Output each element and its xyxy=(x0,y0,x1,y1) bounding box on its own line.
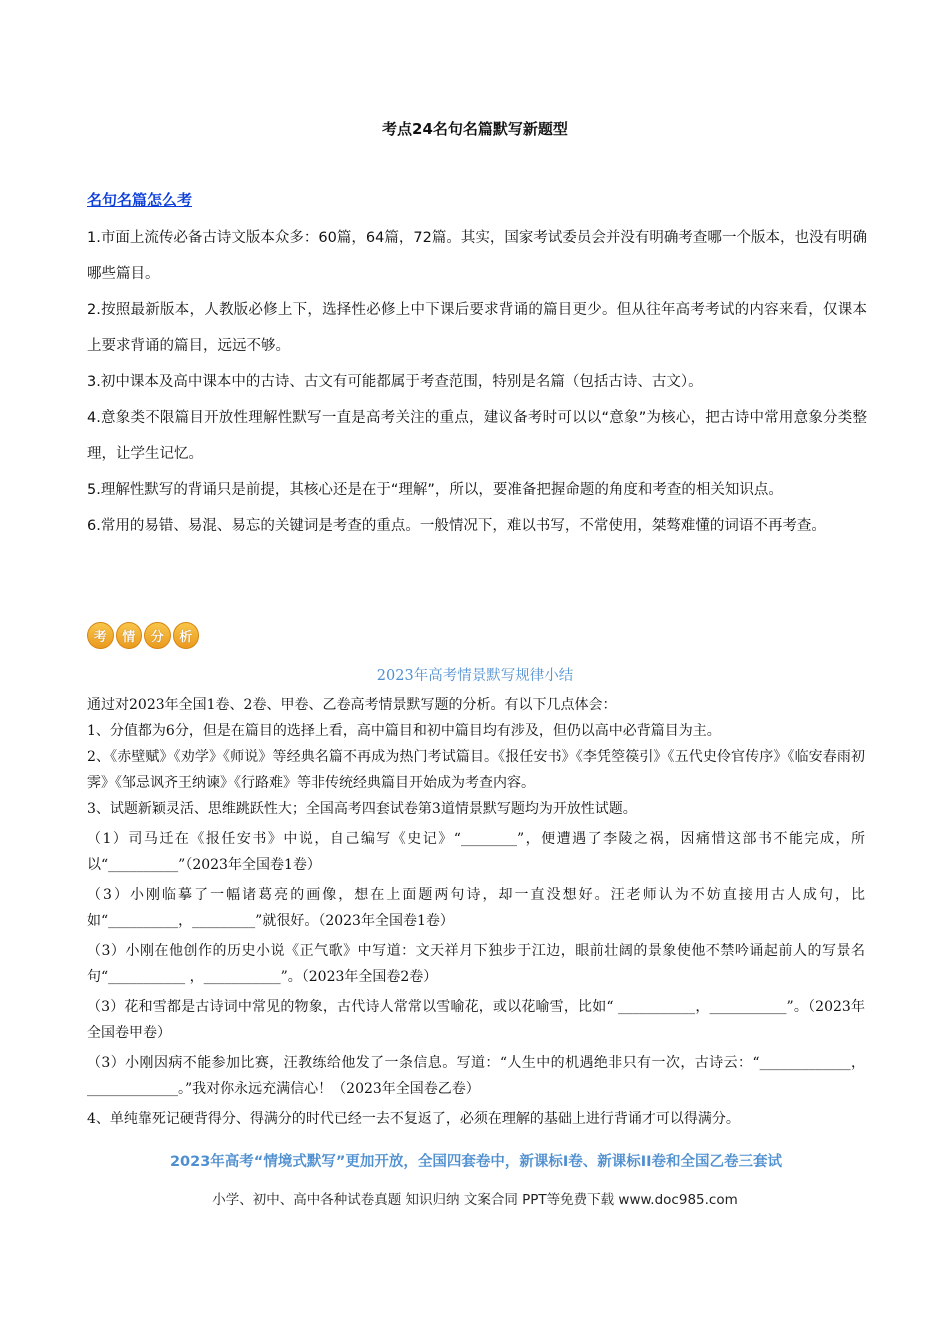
badge-char-4: 析 xyxy=(173,622,200,649)
summary-title: 2023年高考情景默写规律小结 xyxy=(376,668,574,684)
summary-point-1: 1、分值都为6分，但是在篇目的选择上看，高中篇目和初中篇目均有涉及，但仍以高中必背篇目为主。 xyxy=(87,723,721,739)
example-question-4: （3）花和雪都是古诗词中常见的物象，古代诗人常常以雪喻花，或以花喻雪，比如“ ___________，___________”。（2023年全国卷甲卷） xyxy=(87,999,865,1041)
summary-list xyxy=(87,692,865,1132)
summary-intro: 通过对2023年全国1卷、2卷、甲卷、乙卷高考情景默写题的分析。有以下几点体会： xyxy=(87,697,617,713)
exam-point-3: 3.初中课本及高中课本中的古诗、古文有可能都属于考查范围，特别是名篇（包括古诗、古文）。 xyxy=(87,374,703,390)
badge-char-1: 考 xyxy=(87,622,114,649)
example-question-1: （1）司马迁在《报任安书》中说，自己编写《史记》“________”，便遭遇了李陵之祸，因痛惜这部书不能完成，所以“__________”（2023年全国卷1卷） xyxy=(87,831,865,873)
exam-analysis-badge xyxy=(87,619,199,651)
example-question-2: （3）小刚临摹了一幅诸葛亮的画像，想在上面题两句诗，却一直没想好。汪老师认为不妨直接用古人成句，比如“__________，_________”就很好。（2023年全国卷1卷） xyxy=(87,887,865,929)
example-question-5: （3）小刚因病不能参加比赛，汪教练给他发了一条信息。写道：“人生中的机遇绝非只有一次，古诗云：“_____________，_____________。”我对你永远充满信心！（2023年全国卷乙卷） xyxy=(87,1055,865,1097)
badge-char-2: 情 xyxy=(116,622,143,649)
exam-point-5: 5.理解性默写的背诵只是前提，其核心还是在于“理解”，所以，要准备把握命题的角度和考查的相关知识点。 xyxy=(87,482,783,498)
example-question-3: （3）小刚在他创作的历史小说《正气歌》中写道：文天祥月下独步于江边，眼前壮阔的景象使他不禁吟诵起前人的写景名句“___________ ，___________”。（2023年全国卷2卷） xyxy=(87,943,865,985)
footer-text: 小学、初中、高中各种试卷真题 知识归纳 文案合同 PPT等免费下载 www.doc985.com xyxy=(212,1192,738,1208)
summary-point-2: 2、《赤壁赋》《劝学》《师说》等经典名篇不再成为热门考试篇目。《报任安书》《李凭箜篌引》《五代史伶官传序》《临安春雨初霁》《邹忌讽齐王纳谏》《行路难》等非传统经典篇目开始成为考查内容。 xyxy=(87,749,865,791)
summary-point-4: 4、单纯靠死记硬背得分、得满分的时代已经一去不复返了，必须在理解的基础上进行背诵才可以得满分。 xyxy=(87,1111,740,1127)
exam-point-6: 6.常用的易错、易混、易忘的关键词是考查的重点。一般情况下，难以书写，不常使用，桀骜难懂的词语不再考查。 xyxy=(87,518,826,534)
exam-point-2: 2.按照最新版本，人教版必修上下，选择性必修上中下课后要求背诵的篇目更少。但从往年高考考试的内容来看，仅课本上要求背诵的篇目，远远不够。 xyxy=(87,302,867,354)
exam-point-1: 1.市面上流传必备古诗文版本众多：60篇，64篇，72篇。其实，国家考试委员会并没有明确考查哪一个版本，也没有明确哪些篇目。 xyxy=(87,230,867,282)
page-title: 考点24名句名篇默写新题型 xyxy=(382,120,568,138)
summary-point-3: 3、试题新颖灵活、思维跳跃性大；全国高考四套试卷第3道情景默写题均为开放性试题。 xyxy=(87,801,637,817)
exam-point-4: 4.意象类不限篇目开放性理解性默写一直是高考关注的重点，建议备考时可以以“意象”为核心，把古诗中常用意象分类整理，让学生记忆。 xyxy=(87,410,867,462)
exam-points-list xyxy=(87,220,867,544)
highlight-line: 2023年高考“情境式默写”更加开放，全国四套卷中，新课标Ⅰ卷、新课标II卷和全国乙卷三套试 xyxy=(169,1154,783,1170)
badge-char-3: 分 xyxy=(144,622,171,649)
section-heading-link[interactable]: 名句名篇怎么考 xyxy=(87,191,193,209)
